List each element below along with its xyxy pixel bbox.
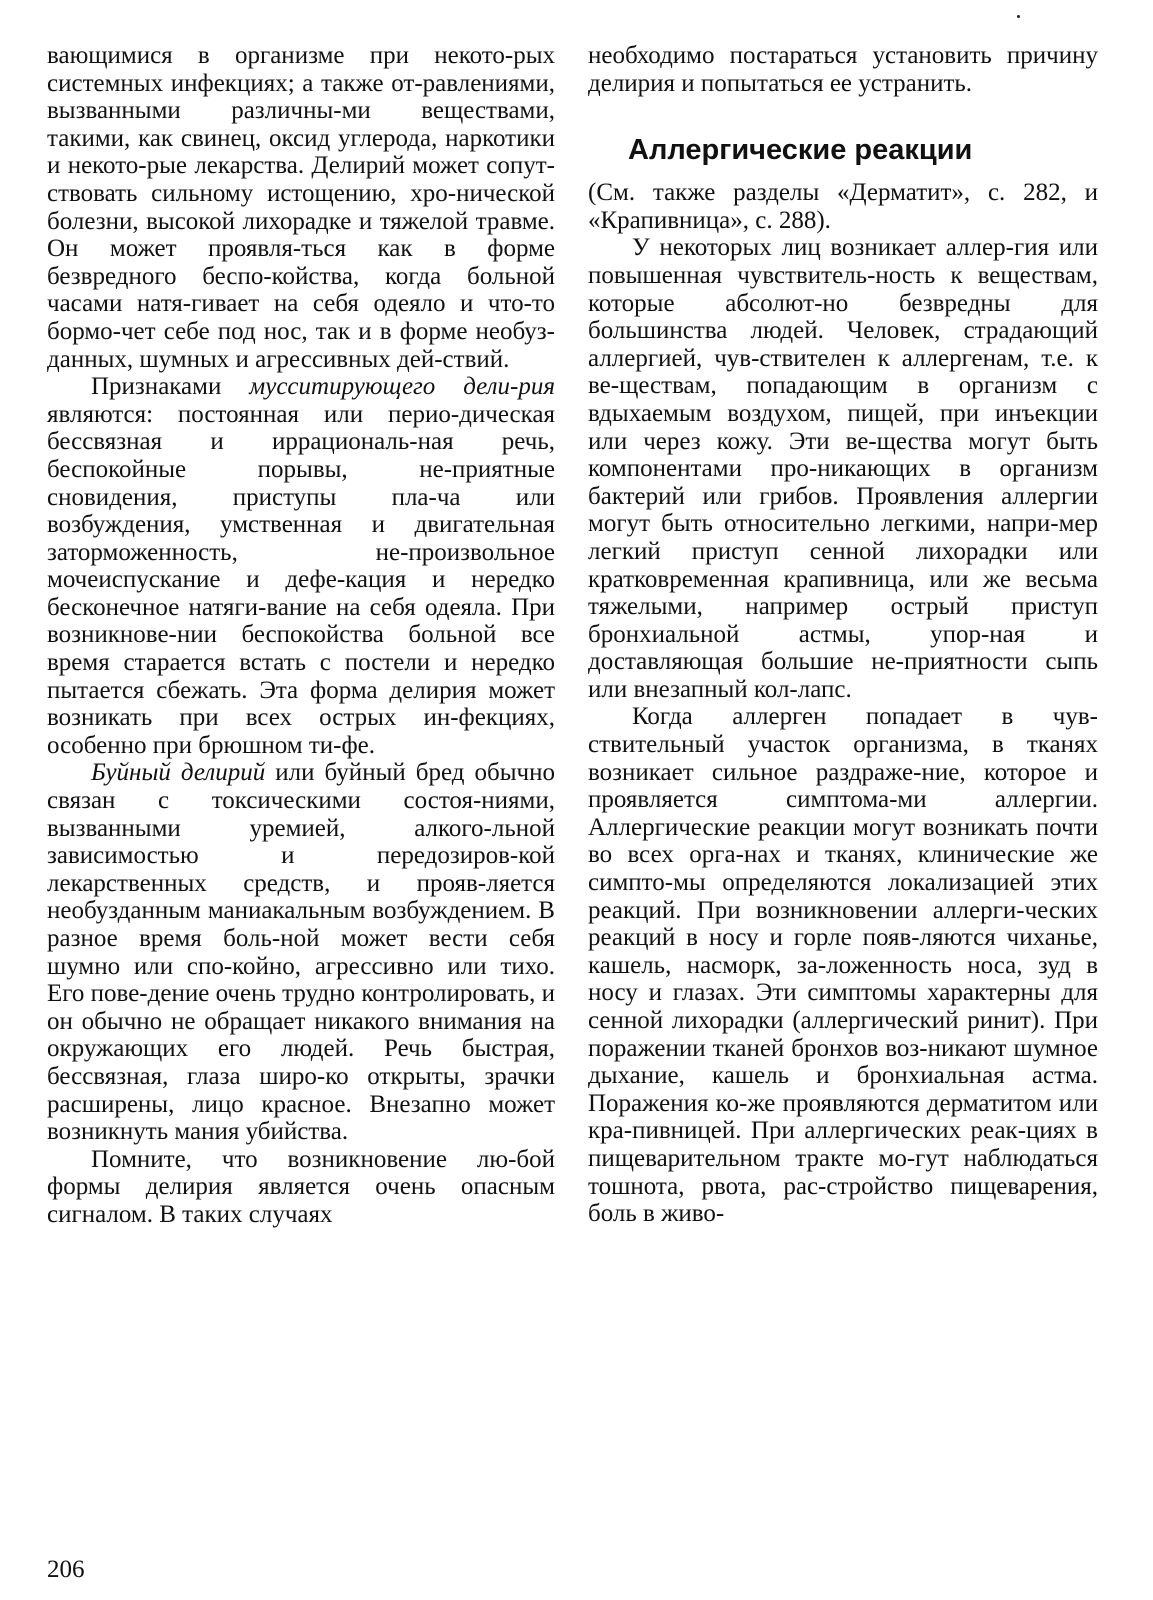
cross-reference: [588, 179, 1098, 234]
paragraph: [588, 234, 1098, 703]
paragraph-text: необходимо постараться установить причину делирия и попытаться ее устранить.: [588, 42, 1098, 97]
paragraph-text: являются: постоянная или перио-дическая бессвязная и иррациональ-ная речь, беспокойные порывы, не-приятные сновидения, приступы пла-ча или возбуждения, умственная и двигательная заторможенность, не-произвольное мочеиспускание и дефе-кация и нередко бесконечное натяги-вание на себя одеяла. При возникнове-нии беспокойства больной все время старается встать с постели и нередко пытается сбежать. Эта форма делирия может возникать при всех острых ин-фекциях, особенно при брюшном ти-фе.: [47, 400, 555, 759]
paragraph-text: вающимися в организме при некото-рых системных инфекциях; а также от-равлениями, вызванными различны-ми веществами, такими, как свинец, оксид углерода, наркотики и некото-рые лекарства. Делирий может сопут-ствовать сильному истощению, хро-нической болезни, высокой лихорадке и тяжелой травме. Он может проявля-ться как в форме безвредного беспо-койства, когда больной часами натя-гивает на себя одеяло и что-то бормо-чет себе под нос, так и в форме необуз-данных, шумных и агрессивных дей-ствий.: [47, 42, 555, 373]
paragraph: [47, 1146, 555, 1229]
paragraph: [47, 373, 555, 759]
paragraph: [588, 42, 1098, 97]
paragraph: [47, 42, 555, 373]
term-violent-delirium: Буйный делирий: [91, 759, 266, 787]
paragraph-text: У некоторых лиц возникает аллер-гия или повышенная чувствитель-ность к веществам, которые абсолют-но безвредны для большинства людей. Человек, страдающий аллергией, чув-ствителен к аллергенам, т.е. к ве-ществам, попадающим в организм с вдыхаемым воздухом, пищей, при инъекции или через кожу. Эти ве-щества могут быть компонентами про-никающих в организм бактерий или грибов. Проявления аллергии могут быть относительно легкими, напри-мер легкий приступ сенной лихорадки или кратковременная крапивница, или же весьма тяжелыми, например острый приступ бронхиальной астмы, упор-ная и доставляющая большие не-приятности сыпь или внезапный кол-лапс.: [588, 234, 1098, 703]
section-heading: Аллергические реакции: [628, 134, 973, 167]
page-number: 206: [47, 1556, 85, 1583]
right-column: [588, 42, 1098, 1228]
spacer: [588, 167, 1098, 179]
paragraph-text: Помните, что возникновение лю-бой формы делирия является очень опасным сигналом. В таких случаях: [47, 1145, 555, 1228]
paragraph-text: или буйный бред обычно связан с токсическими состоя-ниями, вызванными уремией, алкого-льной зависимостью и передозиров-кой лекарственных средств, и прояв-ляется необузданным маниакальным возбуждением. В разное время боль-ной может вести себя шумно или спо-койно, агрессивно или тихо. Его пове-дение очень трудно контролировать, и он обычно не обращает никакого внимания на окружающих его людей. Речь быстрая, бессвязная, глаза широ-ко открыты, зрачки расширены, лицо красное. Внезапно может возникнуть мания убийства.: [47, 759, 555, 1146]
paragraph-text: (См. также разделы «Дерматит», с. 282, и «Крапивница», с. 288).: [588, 179, 1098, 234]
paragraph-lead: Признаками: [91, 373, 250, 401]
spacer: [588, 97, 1098, 133]
left-column: [47, 42, 555, 1229]
paragraph: [588, 703, 1098, 1227]
term-mussitating-delirium: мусситирующего дели-рия: [249, 373, 555, 401]
paragraph: [47, 759, 555, 1145]
scan-speck: [1017, 15, 1020, 18]
paragraph-text: Когда аллерген попадает в чув-ствительный участок организма, в тканях возникает сильное раздраже-ние, которое и проявляется симптома-ми аллергии. Аллергические реакции могут возникать почти во всех орга-нах и тканях, клинические же симпто-мы определяются локализацией этих реакций. При возникновении аллерги-ческих реакций в носу и горле появ-ляются чиханье, кашель, насморк, за-ложенность носа, зуд в носу и глазах. Эти симптомы характерны для сенной лихорадки (аллергический ринит). При поражении тканей бронхов воз-никают шумное дыхание, кашель и бронхиальная астма. Поражения ко-же проявляются дерматитом или кра-пивницей. При аллергических реак-циях в пищеварительном тракте мо-гут наблюдаться тошнота, рвота, рас-стройство пищеварения, боль в живо-: [588, 703, 1098, 1228]
